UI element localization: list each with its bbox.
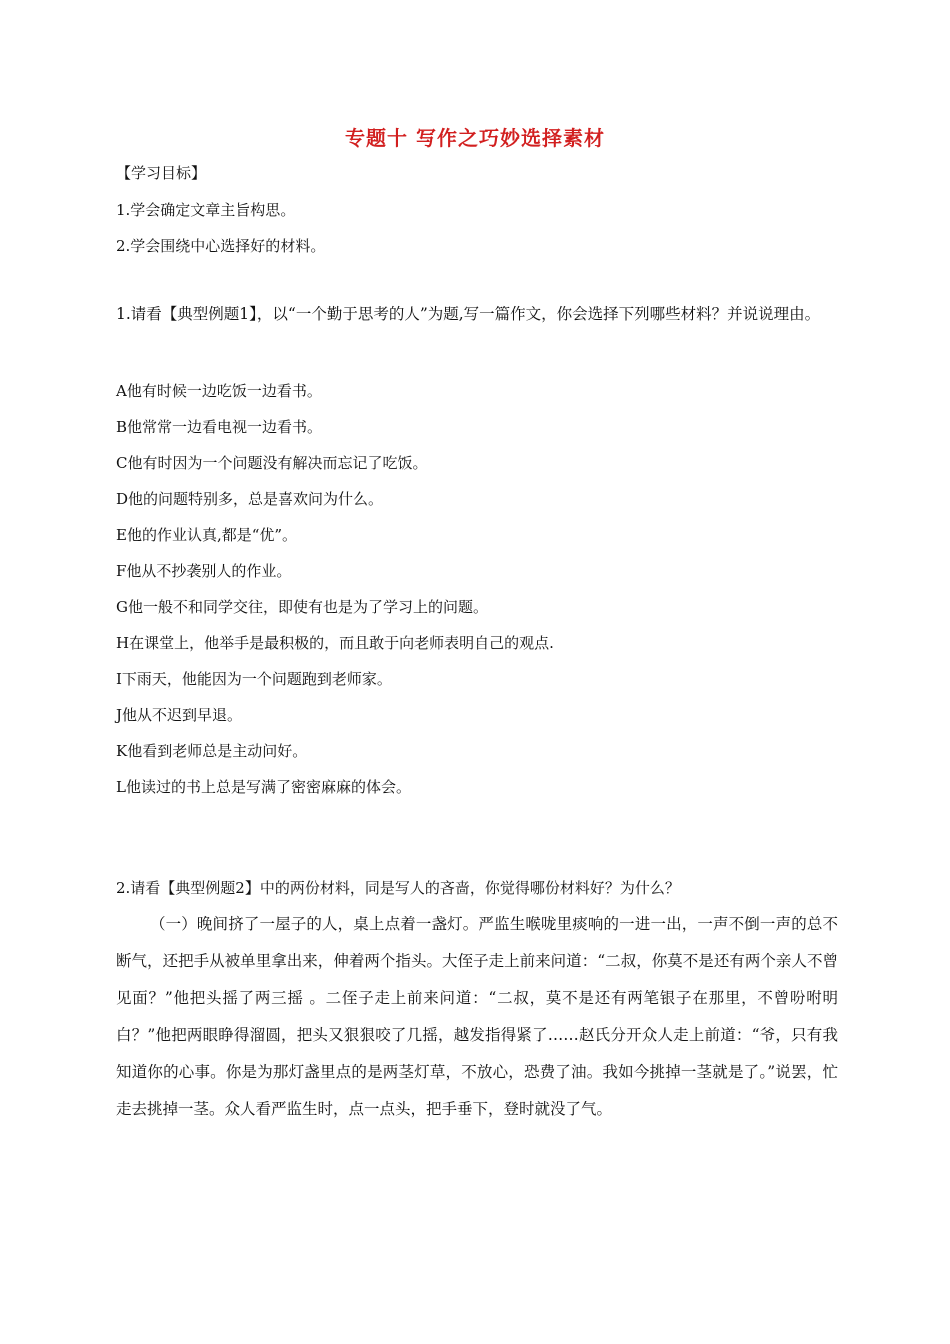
option-g: G他一般不和同学交往，即使有也是为了学习上的问题。 bbox=[116, 598, 488, 616]
option-f: F他从不抄袭别人的作业。 bbox=[116, 562, 292, 580]
option-c: C他有时因为一个问题没有解决而忘记了吃饭。 bbox=[116, 454, 428, 472]
option-b: B他常常一边看电视一边看书。 bbox=[116, 418, 323, 436]
question2-passage: （一）晚间挤了一屋子的人，桌上点着一盏灯。严监生喉咙里痰响的一进一出，一声不倒一声的总不断气，还把手从被单里拿出来，伸着两个指头。大侄子走上前来问道：“二叔，你莫不是还有两个亲人不曾见面？”他把头摇了两三摇 。二侄子走上前来问道：“二叔，莫不是还有两笔银子在那里，不曾吩咐明白？”他把两眼睁得溜圆，把头又狠狠咬了几摇，越发指得紧了……赵氏分开众人走上前道：“爷，只有我知道你的心事。你是为那灯盏里点的是两茎灯草，不放心，恐费了油。我如今挑掉一茎就是了。”说罢，忙走去挑掉一茎。众人看严监生时，点一点头，把手垂下，登时就没了气。 bbox=[116, 915, 838, 1118]
objective-item-2: 2.学会围绕中心选择好的材料。 bbox=[116, 237, 326, 255]
document-title: 专题十 写作之巧妙选择素材 bbox=[345, 126, 605, 150]
option-l: L他读过的书上总是写满了密密麻麻的体会。 bbox=[116, 778, 411, 796]
option-h: H在课堂上，他举手是最积极的，而且敢于向老师表明自己的观点. bbox=[116, 634, 554, 652]
option-k: K他看到老师总是主动问好。 bbox=[116, 742, 308, 760]
objectives-heading: 【学习目标】 bbox=[116, 164, 207, 182]
option-a: A他有时候一边吃饭一边看书。 bbox=[116, 382, 322, 400]
objective-item-1: 1.学会确定文章主旨构思。 bbox=[116, 201, 296, 219]
option-i: I下雨天，他能因为一个问题跑到老师家。 bbox=[116, 670, 392, 688]
option-e: E他的作业认真,都是“优”。 bbox=[116, 526, 298, 544]
question1-prompt: 1.请看【典型例题1】，以“一个勤于思考的人”为题,写一篇作文，你会选择下列哪些材料？并说说理由。 bbox=[116, 305, 821, 323]
question2-prompt: 2.请看【典型例题2】中的两份材料，同是写人的吝啬，你觉得哪份材料好？为什么？ bbox=[116, 879, 680, 897]
option-j: J他从不迟到早退。 bbox=[116, 706, 243, 724]
option-d: D他的问题特别多，总是喜欢问为什么。 bbox=[116, 490, 384, 508]
